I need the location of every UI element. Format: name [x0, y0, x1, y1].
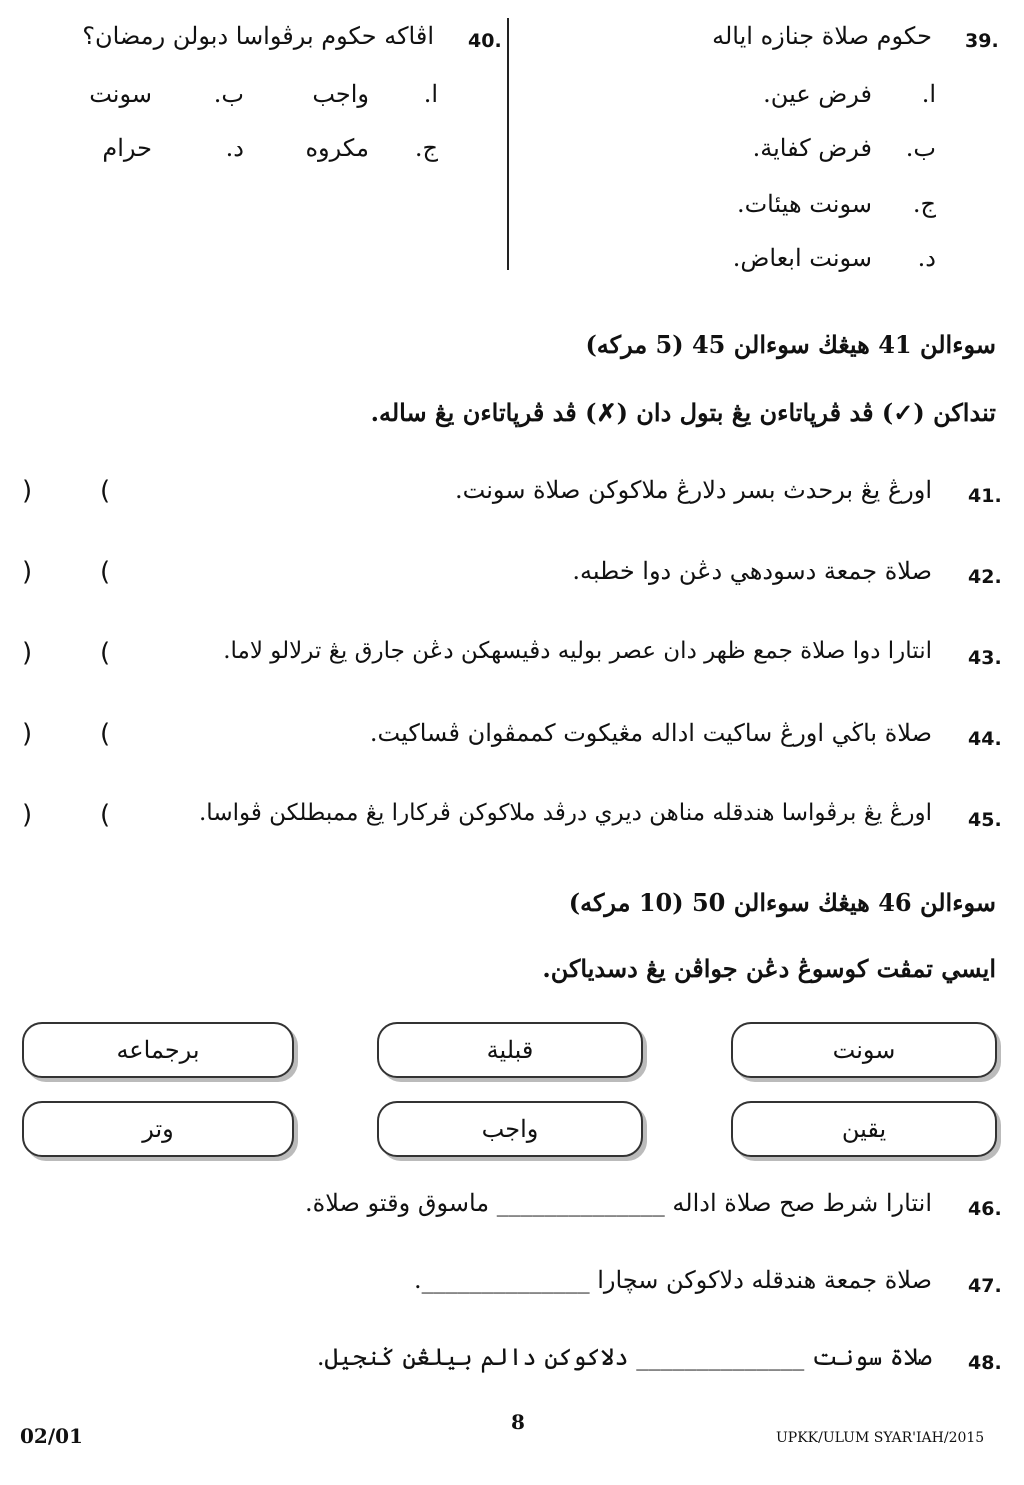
- option-letter: ا.: [921, 80, 936, 108]
- item-number: 43.: [968, 647, 1002, 669]
- option-text: سونت: [89, 80, 152, 108]
- option-letter: ج.: [414, 134, 438, 162]
- item-text[interactable]: صلاة سونت ______________ دلاکوکن دالم بيلڠن ݢنجيل.: [316, 1343, 932, 1371]
- option-letter: ج.: [912, 190, 936, 218]
- answer-bracket-open[interactable]: (: [100, 476, 111, 506]
- word-bank-option[interactable]: سونت: [731, 1022, 997, 1078]
- option-letter: ب.: [905, 134, 936, 162]
- answer-bracket-open[interactable]: (: [100, 800, 111, 830]
- item-number: 48.: [968, 1352, 1002, 1374]
- item-text: اورڠ يڠ برحدث بسر دلارڠ ملاکوکن صلاة سونت.: [455, 476, 932, 504]
- section-title: سوءالن 41 هيڠڬ سوءالن 45 (5 مرکه): [585, 330, 996, 359]
- item-number: 41.: [968, 485, 1002, 507]
- question-text: اڤاکه حکوم برڤواسا دبولن رمضان؟: [82, 22, 434, 50]
- answer-bracket-close[interactable]: ): [22, 638, 33, 668]
- answer-bracket-close[interactable]: ): [22, 557, 33, 587]
- option-text: فرض عين.: [763, 80, 872, 108]
- section-title: سوءالن 46 هيڠڬ سوءالن 50 (10 مرکه): [568, 888, 996, 917]
- option-text: فرض كفاية.: [752, 134, 872, 162]
- word-bank-option[interactable]: وتر: [22, 1101, 294, 1157]
- item-text: انتارا دوا صلاة جمع ظهر دان عصر بوليه دڤيسهکن دڠن جارق يڠ ترلالو لاما.: [223, 638, 932, 664]
- answer-bracket-close[interactable]: ): [22, 719, 33, 749]
- option-letter: ا.: [423, 80, 438, 108]
- answer-bracket-close[interactable]: ): [22, 800, 33, 830]
- exam-reference: UPKK/ULUM SYAR'IAH/2015: [776, 1430, 985, 1446]
- item-text: صلاة باڬي اورڠ ساکيت اداله مڠيکوت کممڤوان ڤساکيت.: [369, 719, 932, 747]
- option-text: سونت هيئات.: [736, 190, 872, 218]
- question-number: 39.: [965, 30, 999, 52]
- option-text: واجب: [312, 80, 369, 108]
- option-text: سونت ابعاض.: [732, 244, 872, 272]
- word-bank-option[interactable]: واجب: [377, 1101, 643, 1157]
- item-text: اورڠ يڠ برڤواسا هندقله مناهن ديري درڤد ملاکوکن ڤرکارا يڠ ممبطلکن ڤواسا.: [199, 800, 932, 826]
- option-letter: د.: [917, 244, 936, 272]
- column-divider: [507, 18, 509, 270]
- item-number: 44.: [968, 728, 1002, 750]
- option-text: مکروه: [305, 134, 369, 162]
- item-number: 45.: [968, 809, 1002, 831]
- item-number: 46.: [968, 1198, 1002, 1220]
- answer-bracket-open[interactable]: (: [100, 719, 111, 749]
- paper-code: 02/01: [20, 1424, 83, 1448]
- item-number: 42.: [968, 566, 1002, 588]
- item-number: 47.: [968, 1275, 1002, 1297]
- page-number: 8: [511, 1410, 525, 1434]
- question-number: 40.: [468, 30, 502, 52]
- item-text[interactable]: صلاة جمعة هندقله دلاکوکن سچارا ______________.: [413, 1266, 932, 1294]
- option-letter: ب.: [213, 80, 244, 108]
- section-instruction: تنداکن (✓) ڤد ڤرڽاتاءن يڠ بتول دان (✗) ڤد ڤرڽاتاءن يڠ ساله.: [370, 398, 996, 427]
- answer-bracket-open[interactable]: (: [100, 638, 111, 668]
- item-text[interactable]: انتارا شرط صح صلاة اداله ______________ ماسوق وقتو صلاة.: [305, 1189, 932, 1217]
- answer-bracket-close[interactable]: ): [22, 476, 33, 506]
- option-letter: د.: [225, 134, 244, 162]
- answer-bracket-open[interactable]: (: [100, 557, 111, 587]
- item-text: صلاة جمعة دسودهي دڠن دوا خطبه.: [572, 557, 932, 585]
- word-bank-option[interactable]: يقين: [731, 1101, 997, 1157]
- word-bank-option[interactable]: قبلية: [377, 1022, 643, 1078]
- word-bank-option[interactable]: برجماعه: [22, 1022, 294, 1078]
- question-text: حکوم صلاة جنازه اياله: [712, 22, 932, 50]
- option-text: حرام: [102, 134, 152, 162]
- section-instruction: ايسي تمڤت کوسوڠ دڠن جواڤن يڠ دسدياکن.: [542, 954, 996, 983]
